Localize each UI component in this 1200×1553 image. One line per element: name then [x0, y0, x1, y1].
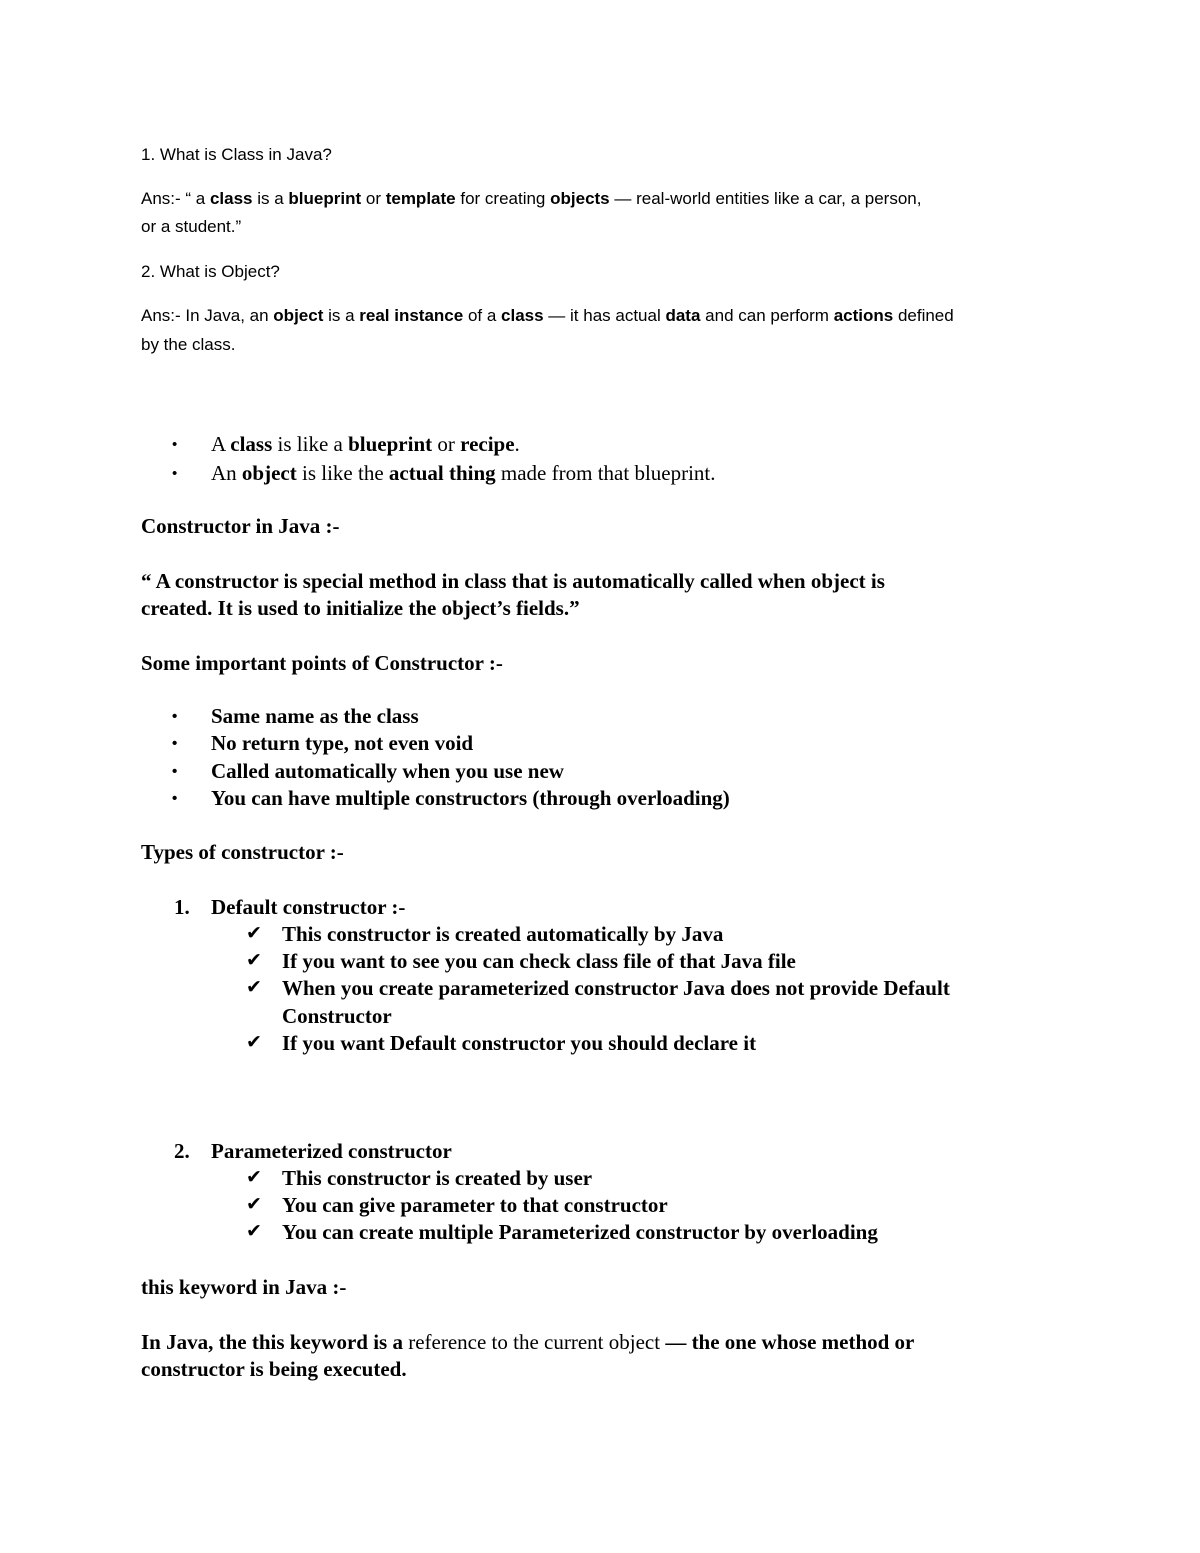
checkmark-icon: ✔: [246, 922, 262, 944]
text: In Java, the this keyword is a: [141, 1330, 409, 1354]
this-keyword-heading: this keyword in Java :-: [141, 1275, 347, 1299]
default-constructor-point: This constructor is created automatically by Java: [282, 922, 724, 946]
keyword: class: [209, 189, 253, 208]
answer-prefix: Ans:- “ a: [141, 189, 210, 208]
text: defined: [893, 306, 954, 325]
keyword: blueprint: [348, 432, 433, 456]
default-constructor-point: If you want to see you can check class file of that Java file: [282, 949, 796, 973]
this-keyword-definition-line-1: [141, 1330, 914, 1355]
keyword: actions: [833, 306, 894, 325]
text: is a: [252, 189, 289, 208]
parameterized-constructor-point: You can create multiple Parameterized constructor by overloading: [282, 1220, 878, 1244]
analogy-item-object: [211, 461, 716, 486]
constructor-heading: Constructor in Java :-: [141, 514, 340, 538]
this-keyword-definition-line-2: constructor is being executed.: [141, 1357, 407, 1381]
keyword: template: [385, 189, 456, 208]
types-heading: Types of constructor :-: [141, 840, 344, 864]
answer-1-line-1: [141, 189, 921, 209]
text: is like a: [272, 432, 349, 456]
question-1: 1. What is Class in Java?: [141, 145, 332, 164]
keyword: recipe: [460, 432, 515, 456]
checkmark-icon: ✔: [246, 1031, 262, 1053]
text: for creating: [455, 189, 551, 208]
checkmark-icon: ✔: [246, 949, 262, 971]
default-constructor-point: If you want Default constructor you should declare it: [282, 1031, 757, 1055]
constructor-points-heading: Some important points of Constructor :-: [141, 651, 503, 675]
text: is a: [323, 306, 360, 325]
default-constructor-point-continued: Constructor: [282, 1004, 392, 1028]
text: or: [432, 432, 461, 456]
text: — it has actual: [543, 306, 666, 325]
parameterized-constructor-title: Parameterized constructor: [211, 1139, 452, 1163]
list-number: 1.: [174, 895, 190, 919]
text: .: [514, 432, 520, 456]
parameterized-constructor-point: You can give parameter to that constructor: [282, 1193, 668, 1217]
constructor-point: Called automatically when you use new: [211, 759, 564, 783]
keyword: blueprint: [288, 189, 362, 208]
bullet-icon: •: [172, 790, 178, 807]
text: is like the: [296, 461, 389, 485]
bullet-icon: •: [172, 708, 178, 725]
keyword: object: [241, 461, 297, 485]
keyword: actual thing: [388, 461, 496, 485]
keyword: real instance: [359, 306, 464, 325]
list-number: 2.: [174, 1139, 190, 1163]
text: — the one whose method or: [660, 1330, 915, 1354]
question-2: 2. What is Object?: [141, 262, 280, 281]
constructor-point: No return type, not even void: [211, 731, 474, 755]
bullet-icon: •: [172, 465, 178, 482]
bullet-icon: •: [172, 436, 178, 453]
answer-1-line-2: or a student.”: [141, 217, 242, 236]
parameterized-constructor-point: This constructor is created by user: [282, 1166, 593, 1190]
bullet-icon: •: [172, 735, 178, 752]
checkmark-icon: ✔: [246, 1193, 262, 1215]
constructor-definition-line-1: “ A constructor is special method in class that is automatically called when object is: [141, 569, 885, 593]
text: — real-world entities like a car, a person,: [609, 189, 922, 208]
checkmark-icon: ✔: [246, 976, 262, 998]
text: or: [361, 189, 386, 208]
text: made from that blueprint.: [495, 461, 716, 485]
answer-2-line-2: by the class.: [141, 335, 236, 354]
text: A: [211, 432, 231, 456]
constructor-point: You can have multiple constructors (through overloading): [211, 786, 730, 810]
constructor-definition-line-2: created. It is used to initialize the object’s fields.”: [141, 596, 580, 620]
answer-prefix: Ans:- In Java, an: [141, 306, 274, 325]
keyword: data: [665, 306, 701, 325]
text: and can perform: [700, 306, 834, 325]
text: An: [211, 461, 242, 485]
bullet-icon: •: [172, 763, 178, 780]
text: of a: [463, 306, 502, 325]
text: reference to the current object: [408, 1330, 661, 1354]
checkmark-icon: ✔: [246, 1220, 262, 1242]
keyword: class: [230, 432, 273, 456]
default-constructor-point: When you create parameterized constructor Java does not provide Default: [282, 976, 950, 1000]
checkmark-icon: ✔: [246, 1166, 262, 1188]
analogy-item-class: [211, 432, 520, 457]
keyword: object: [273, 306, 324, 325]
keyword: objects: [550, 189, 610, 208]
answer-2-line-1: [141, 306, 954, 326]
default-constructor-title: Default constructor :-: [211, 895, 406, 919]
constructor-point: Same name as the class: [211, 704, 419, 728]
keyword: class: [501, 306, 544, 325]
